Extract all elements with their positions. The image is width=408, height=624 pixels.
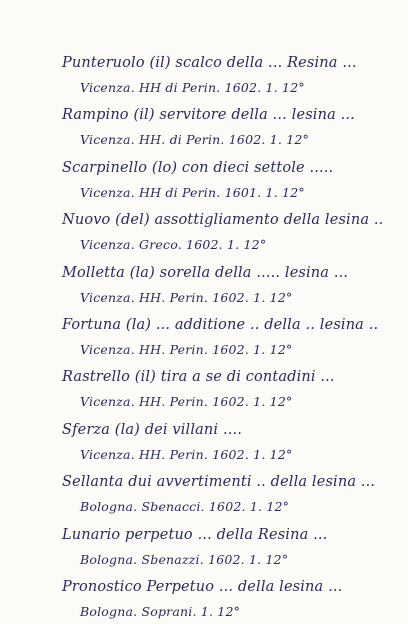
- entry-title: Scarpinello (lo) con dieci settole .....: [62, 159, 334, 176]
- entry-title: Sellanta dui avvertimenti .. della lesina ...: [62, 474, 376, 491]
- entry-publication: Vicenza. HH. Perin. 1602. 1. 12°: [80, 289, 293, 305]
- entry-publication: Bologna. Sbenazzi. 1602. 1. 12°: [80, 551, 289, 567]
- entry-publication: Bologna. Sbenacci. 1602. 1. 12°: [80, 499, 290, 515]
- list-item: [0, 100, 408, 152]
- list-item: [0, 572, 408, 624]
- entry-title: Lunario perpetuo ... della Resina ...: [62, 526, 328, 543]
- entry-publication: Vicenza. HH di Perin. 1601. 1. 12°: [80, 184, 305, 200]
- entry-publication: Bologna. Soprani. 1. 12°: [80, 603, 241, 619]
- entry-title: Punteruolo (il) scalco della ... Resina ...: [62, 55, 357, 71]
- entry-title: Sferza (la) dei villani ....: [62, 421, 242, 438]
- list-item: [0, 467, 408, 519]
- list-item: [0, 48, 408, 100]
- list-item: [0, 153, 408, 205]
- entry-publication: Vicenza. HH di Perin. 1602. 1. 12°: [80, 80, 305, 95]
- entry-list: [0, 48, 408, 624]
- entry-title: Molletta (la) sorella della ..... lesina ...: [62, 264, 349, 281]
- entry-title: Rastrello (il) tira a se di contadini ...: [62, 369, 335, 386]
- entry-title: Nuovo (del) assottigliamento della lesina ..: [62, 212, 384, 229]
- entry-title: Fortuna (la) ... additione .. della .. lesina ..: [62, 316, 379, 333]
- entry-title: Pronostico Perpetuo ... della lesina ...: [62, 578, 343, 595]
- entry-publication: Vicenza. HH. di Perin. 1602. 1. 12°: [80, 132, 309, 148]
- list-item: [0, 520, 408, 572]
- list-item: [0, 205, 408, 257]
- list-item: [0, 362, 408, 414]
- entry-publication: Vicenza. Greco. 1602. 1. 12°: [80, 237, 267, 253]
- entry-publication: Vicenza. HH. Perin. 1602. 1. 12°: [80, 446, 293, 462]
- list-item: [0, 258, 408, 310]
- entry-publication: Vicenza. HH. Perin. 1602. 1. 12°: [80, 341, 293, 357]
- entry-title: Rampino (il) servitore della ... lesina ...: [62, 107, 355, 124]
- entry-publication: Vicenza. HH. Perin. 1602. 1. 12°: [80, 394, 293, 410]
- list-item: [0, 415, 408, 467]
- list-item: [0, 310, 408, 362]
